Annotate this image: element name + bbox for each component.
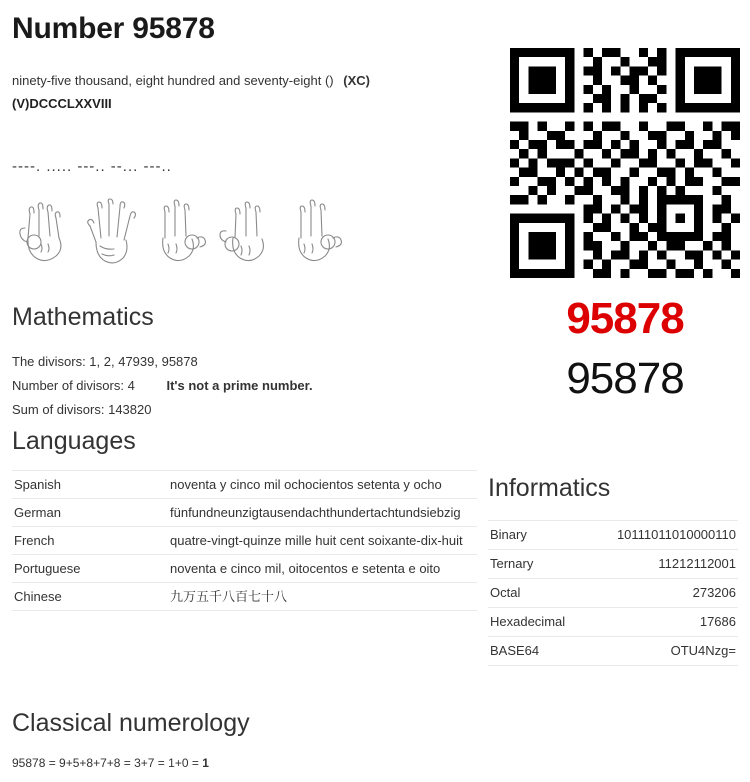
numerology-formula-text: 95878 = 9+5+8+7+8 = 3+7 = 1+0 = [12,756,203,770]
informatics-heading: Informatics [488,474,611,502]
languages-table [12,470,477,611]
table-row [488,521,738,550]
divisor-count-line [12,374,313,398]
classical-numerology-formula [12,756,209,770]
hand-digit-5-icon [76,198,144,268]
language-name: French [14,533,55,548]
informatics-name: Binary [490,527,527,542]
table-row [12,527,477,555]
table-row [12,471,477,499]
hand-digit-8-icon [144,198,212,268]
sign-language-hands [8,198,348,268]
language-value: fünfundneunzigtausendachthundertachtundsiebzig [170,505,461,520]
hand-digit-9-icon [8,198,76,268]
informatics-name: Hexadecimal [490,614,566,629]
numerology-result: 1 [202,756,209,770]
table-row [12,583,477,611]
table-row [488,550,738,579]
language-value: noventa y cinco mil ochocientos setenta y ocho [170,477,442,492]
language-name: Spanish [14,477,61,492]
sum-of-divisors-line: Sum of divisors: 143820 [12,402,152,417]
informatics-value: 11212112001 [658,556,736,571]
table-row [12,499,477,527]
language-name: Chinese [14,589,62,604]
informatics-value: OTU4Nzg= [670,643,736,658]
prime-note: It's not a prime number. [166,378,313,393]
informatics-table [488,520,738,666]
divisors-line: The divisors: 1, 2, 47939, 95878 [12,354,198,369]
hand-digit-8b-icon [280,198,348,268]
languages-heading: Languages [12,427,136,455]
qr-code-icon [510,48,740,278]
table-row [488,637,738,666]
classical-numerology-heading: Classical numerology [12,709,250,737]
language-value: 九万五千八百七十八 [170,589,288,604]
table-row [488,579,738,608]
number-words-xc: (XC) [343,73,370,88]
language-value: quatre-vingt-quinze mille huit cent soixante-dix-huit [170,533,463,548]
divisor-count-text: Number of divisors: 4 [12,378,135,393]
language-value: noventa e cinco mil, oitocentos e setenta e oito [170,561,441,576]
page-title: Number 95878 [12,12,215,45]
informatics-name: Ternary [490,556,534,571]
table-row [488,608,738,637]
number-in-words [12,70,482,91]
informatics-name: BASE64 [490,643,540,658]
informatics-value: 273206 [692,585,736,600]
number-display-black: 95878 [566,354,684,403]
informatics-value: 10111011010000110 [616,527,736,542]
roman-numeral: (V)DCCCLXXVIII [12,96,112,111]
informatics-name: Octal [490,585,521,600]
language-name: German [14,505,61,520]
number-display-red: 95878 [566,294,684,343]
mathematics-heading: Mathematics [12,303,154,331]
informatics-value: 17686 [699,614,736,629]
table-row [12,555,477,583]
mathematics-details [12,350,313,422]
language-name: Portuguese [14,561,81,576]
hand-digit-7-icon [212,198,280,268]
number-words-text: ninety-five thousand, eight hundred and seventy-eight [12,73,322,88]
morse-code: ----. ..... ---.. --... ---.. [12,158,172,175]
number-words-parens: () [324,73,334,88]
